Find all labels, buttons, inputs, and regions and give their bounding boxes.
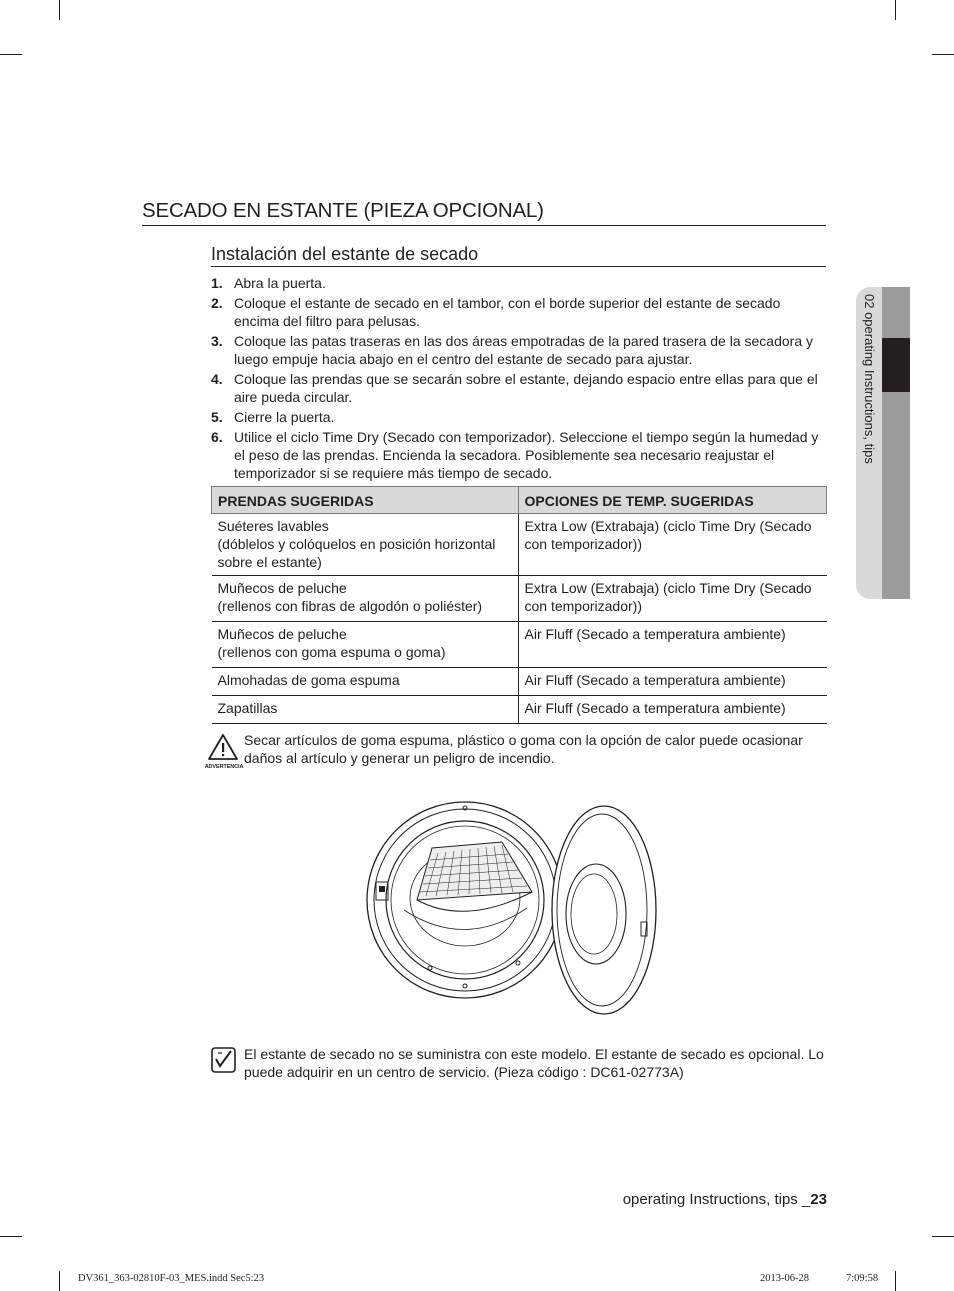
crop-mark <box>895 0 896 20</box>
list-item: 4. Coloque las prendas que se secarán sobre el estante, dejando espacio entre ellas para que el aire pueda circular. <box>211 371 818 405</box>
note-text: El estante de secado no se suministra con este modelo. El estante de secado es opcional. Lo puede adquirir en un centro de servicio. (Pieza código : DC61-02773A) <box>244 1046 824 1080</box>
crop-mark <box>59 1271 60 1291</box>
crop-mark <box>0 54 22 55</box>
page-number: 23 <box>810 1191 827 1208</box>
warning-text: Secar artículos de goma espuma, plástico o goma con la opción de calor puede ocasionar daños al artículo y generar un peligro de incendio. <box>244 732 803 766</box>
note-check-icon <box>211 1047 236 1073</box>
header-prendas: PRENDAS SUGERIDAS <box>212 487 519 514</box>
chapter-tab-label: 02 operating Instructions, tips <box>862 294 877 464</box>
suggestions-table <box>211 486 827 724</box>
table-row: Suéteres lavables (dóblelos y colóquelos en posición horizontal sobre el estante) Extra Low (Extrabaja) (ciclo Time Dry (Secado con temporizador)) <box>212 514 827 576</box>
steps-list <box>211 274 827 484</box>
table-header-row <box>212 487 827 514</box>
list-item: 3. Coloque las patas traseras en las dos áreas empotradas de la pared trasera de la secadora y luego empuje hacia abajo en el centro del estante de secado para ajustar. <box>211 333 814 367</box>
slug-filename: DV361_363-02810F-03_MES.indd Sec5:23 <box>78 1273 265 1284</box>
chapter-tab-bar <box>882 287 910 599</box>
crop-mark <box>895 1271 896 1291</box>
list-item: 6. Utilice el ciclo Time Dry (Secado con temporizador). Seleccione el tiempo según la humedad y el peso de las prendas. Encienda la secadora. Posiblemente sea necesario reajustar el temporizador si se requiere más tiempo de secado. <box>211 429 819 481</box>
header-opciones: OPCIONES DE TEMP. SUGERIDAS <box>518 487 827 514</box>
crop-mark <box>932 1236 954 1237</box>
slug-date: 2013-06-28 <box>760 1273 809 1284</box>
crop-mark <box>932 54 954 55</box>
table-row: Muñecos de peluche (rellenos con goma espuma o goma) Air Fluff (Secado a temperatura ambiente) <box>212 622 827 668</box>
crop-mark <box>0 1236 22 1237</box>
slug-time: 7:09:58 <box>846 1273 879 1284</box>
table-row: Muñecos de peluche (rellenos con fibras de algodón o poliéster) Extra Low (Extrabaja) (ciclo Time Dry (Secado con temporizador)) <box>212 576 827 622</box>
table-row: Almohadas de goma espuma Air Fluff (Secado a temperatura ambiente) <box>212 668 827 696</box>
list-item: 1. Abra la puerta. <box>211 275 326 291</box>
list-item: 5. Cierre la puerta. <box>211 409 335 425</box>
dryer-drum-with-rack-illustration <box>362 790 670 1015</box>
crop-mark <box>59 0 60 20</box>
warning-label: ADVERTENCIA <box>204 764 244 770</box>
table-row: Zapatillas Air Fluff (Secado a temperatura ambiente) <box>212 696 827 724</box>
chapter-tab-marker <box>882 338 910 392</box>
list-item: 2. Coloque el estante de secado en el tambor, con el borde superior del estante de secado encima del filtro para pelusas. <box>211 295 781 329</box>
page-footer <box>500 1191 827 1208</box>
section-title: SECADO EN ESTANTE (PIEZA OPCIONAL) <box>142 199 826 226</box>
subsection-title: Instalación del estante de secado <box>211 243 826 267</box>
footer-label: operating Instructions, tips _ <box>622 1191 811 1208</box>
